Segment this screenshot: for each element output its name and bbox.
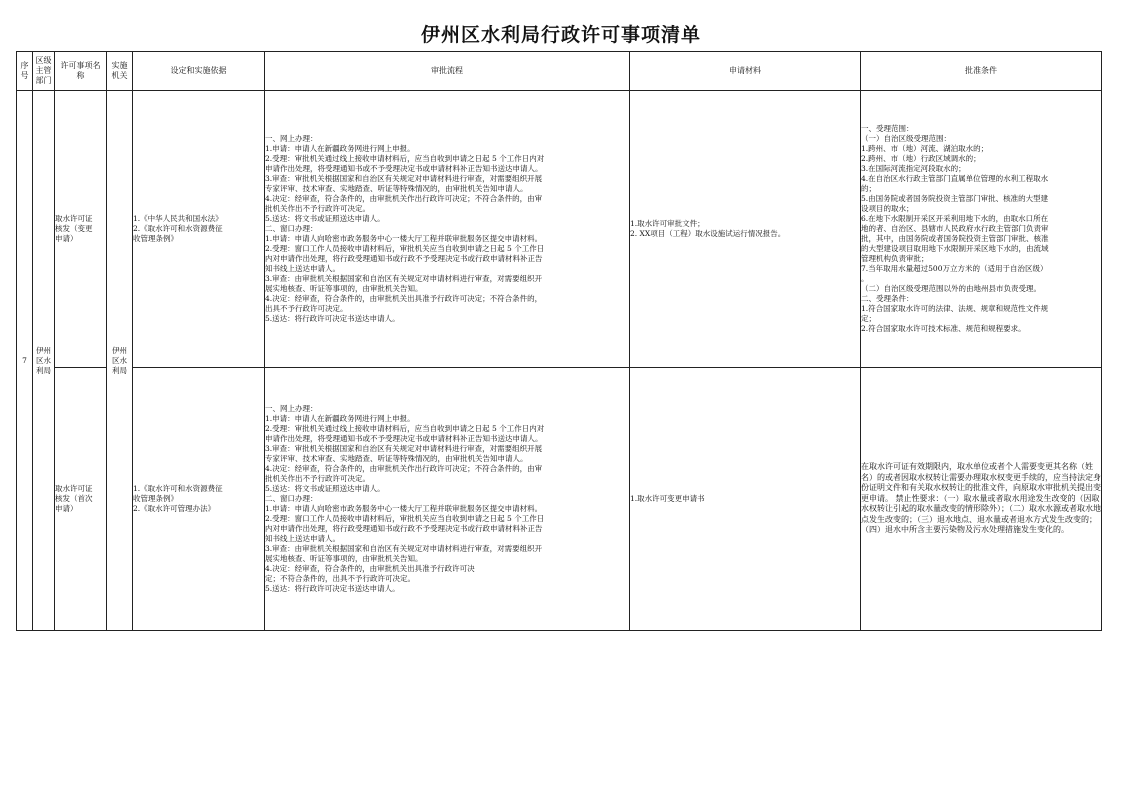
table-row bbox=[17, 91, 1102, 368]
seq-cell: 7 bbox=[17, 91, 33, 631]
header-dept: 区级 主管 部门 bbox=[33, 52, 55, 91]
process-cell: 一、网上办理： 1.申请：申请人在新疆政务网进行网上申报。 2.受理：审批机关通过线上接收申请材料后，应当自收到申请之日起 5 个工作日内对 申请作出处理，将受理通知书或不予受理决定书或申请材料补正告知书送达申请人。 3.审查：审批机关根据国家和自治区有关规定对申请材料进行审查，对需要组织开展 专家评审、技术审查、实地踏查、听证等特殊情况的，由审批机关告知申请人。 4.决定：经审查，符合条件的，由审批机关作出行政许可决定；不符合条件的，由审 批机关作出不予行政许可决定。 5.送达：将文书或证照送达申请人。 二、窗口办理： 1.申请：申请人向哈密市政务服务中心一楼大厅工程并联审批服务区提交申请材料。 2.受理：窗口工作人员接收申请材料后，审批机关应当自收到申请之日起 5 个工作日 内对申请作出处理，将行政受理通知书或行政不予受理决定书或行政申请材料补正告 知书线上送达申请人。 3.审查：由审批机关根据国家和自治区有关规定对申请材料进行审查，对需要组织开 展实地核查、听证等事项的，由审批机关告知。 4.决定：经审查，符合条件的，由审批机关出具准予行政许可决定；不符合条件的， 出具不予行政许可决定。 5.送达：将行政许可决定书送达申请人。 bbox=[265, 91, 630, 368]
process-cell: 一、网上办理： 1.申请：申请人在新疆政务网进行网上申报。 2.受理：审批机关通过线上接收申请材料后，应当自收到申请之日起 5 个工作日内对 申请作出处理，将受理通知书或不予受理决定书或申请材料补正告知书送达申请人。 3.审查：审批机关根据国家和自治区有关规定对申请材料进行审查，对需要组织开展 专家评审、技术审查、实地踏查、听证等特殊情况的，由审批机关告知申请人。 4.决定：经审查，符合条件的，由审批机关作出行政许可决定；不符合条件的，由审 批机关作出不予行政许可决定。 5.送达：将文书或证照送达申请人。 二、窗口办理： 1.申请：申请人向哈密市政务服务中心一楼大厅工程并联审批服务区提交申请材料。 2.受理：窗口工作人员接收申请材料后，审批机关应当自收到申请之日起 5 个工作日 内对申请作出处理，将行政受理通知书或行政不予受理决定书或行政申请材料补正告 知书线上送达申请人。 3.审查：由审批机关根据国家和自治区有关规定对申请材料进行审查，对需要组织开 展实地核查、听证等事项的，由审批机关告知。 4.决定：经审查，符合条件的，由审批机关出具准予行政许可决 定；不符合条件的，出具不予行政许可决定。 5.送达：将行政许可决定书送达申请人。 bbox=[265, 368, 630, 631]
page-title: 伊州区水利局行政许可事项清单 bbox=[420, 24, 701, 46]
header-materials: 申请材料 bbox=[630, 52, 861, 91]
item-name-cell: 取水许可证 核发（变更 申请） bbox=[55, 91, 107, 368]
materials-cell: 1.取水许可变更申请书 bbox=[630, 368, 861, 631]
header-process: 审批流程 bbox=[265, 52, 630, 91]
header-row bbox=[17, 52, 1102, 91]
basis-cell: 1.《中华人民共和国水法》 2.《取水许可和水资源费征 收管理条例》 bbox=[133, 91, 265, 368]
header-agency: 实施 机关 bbox=[107, 52, 133, 91]
item-name-cell: 取水许可证 核发（首次 申请） bbox=[55, 368, 107, 631]
conditions-cell: 在取水许可证有效期限内，取水单位或者个人需要变更其名称（姓名）的或者因取水权转让需要办理取水权变更手续的，应当持法定身份证明文件和有关取水权转让的批准文件，向原取水审批机关提出变更申请。 禁止性要求：（一）取水量或者取水用途发生改变的（因取水权转让引起的取水量改变的情形除外）；（二）取水水源或者取水地点发生改变的；（三）退水地点、退水量或者退水方式发生改变的；（四）退水中所含主要污染物及污水处理措施发生变化的。 bbox=[861, 368, 1102, 631]
permit-table bbox=[16, 51, 1102, 631]
agency-cell: 伊州 区水 利局 bbox=[107, 91, 133, 631]
dept-cell: 伊州 区水 利局 bbox=[33, 91, 55, 631]
table-row bbox=[17, 368, 1102, 631]
header-item-name: 许可事项名 称 bbox=[55, 52, 107, 91]
basis-cell: 1.《取水许可和水资源费征 收管理条例》 2.《取水许可管理办法》 bbox=[133, 368, 265, 631]
header-seq: 序 号 bbox=[17, 52, 33, 91]
materials-cell: 1.取水许可审批文件； 2. XX项目（工程）取水设施试运行情况报告。 bbox=[630, 91, 861, 368]
header-basis: 设定和实施依据 bbox=[133, 52, 265, 91]
conditions-cell: 一、受理范围： （一）自治区级受理范围： 1.跨州、市（地）河流、湖泊取水的； 2.跨州、市（地）行政区域调水的； 3.在国际河流指定河段取水的； 4.在自治区水行政主管部门直属单位管理的水利工程取水 的； 5.由国务院或者国务院投资主管部门审批、核准的大型建 设项目的取水； 6.在地下水限制开采区开采利用地下水的，由取水口所在 地的者、自治区、县辖市人民政府水行政主管部门负责审 批，其中，由国务院或者国务院投资主管部门审批、核准 的大型建设项目取用地下水限制开采区地下水的，由流域 管理机构负责审批； 7.当年取用水量超过500万立方米的（适用于自治区级） 。 （二）自治区级受理范围以外的由地州县市负责受理。 二、受理条件： 1.符合国家取水许可的法律、法规、规章和规范性文件规 定； 2.符合国家取水许可技术标准、规范和规程要求。 bbox=[861, 91, 1102, 368]
header-conditions: 批准条件 bbox=[861, 52, 1102, 91]
